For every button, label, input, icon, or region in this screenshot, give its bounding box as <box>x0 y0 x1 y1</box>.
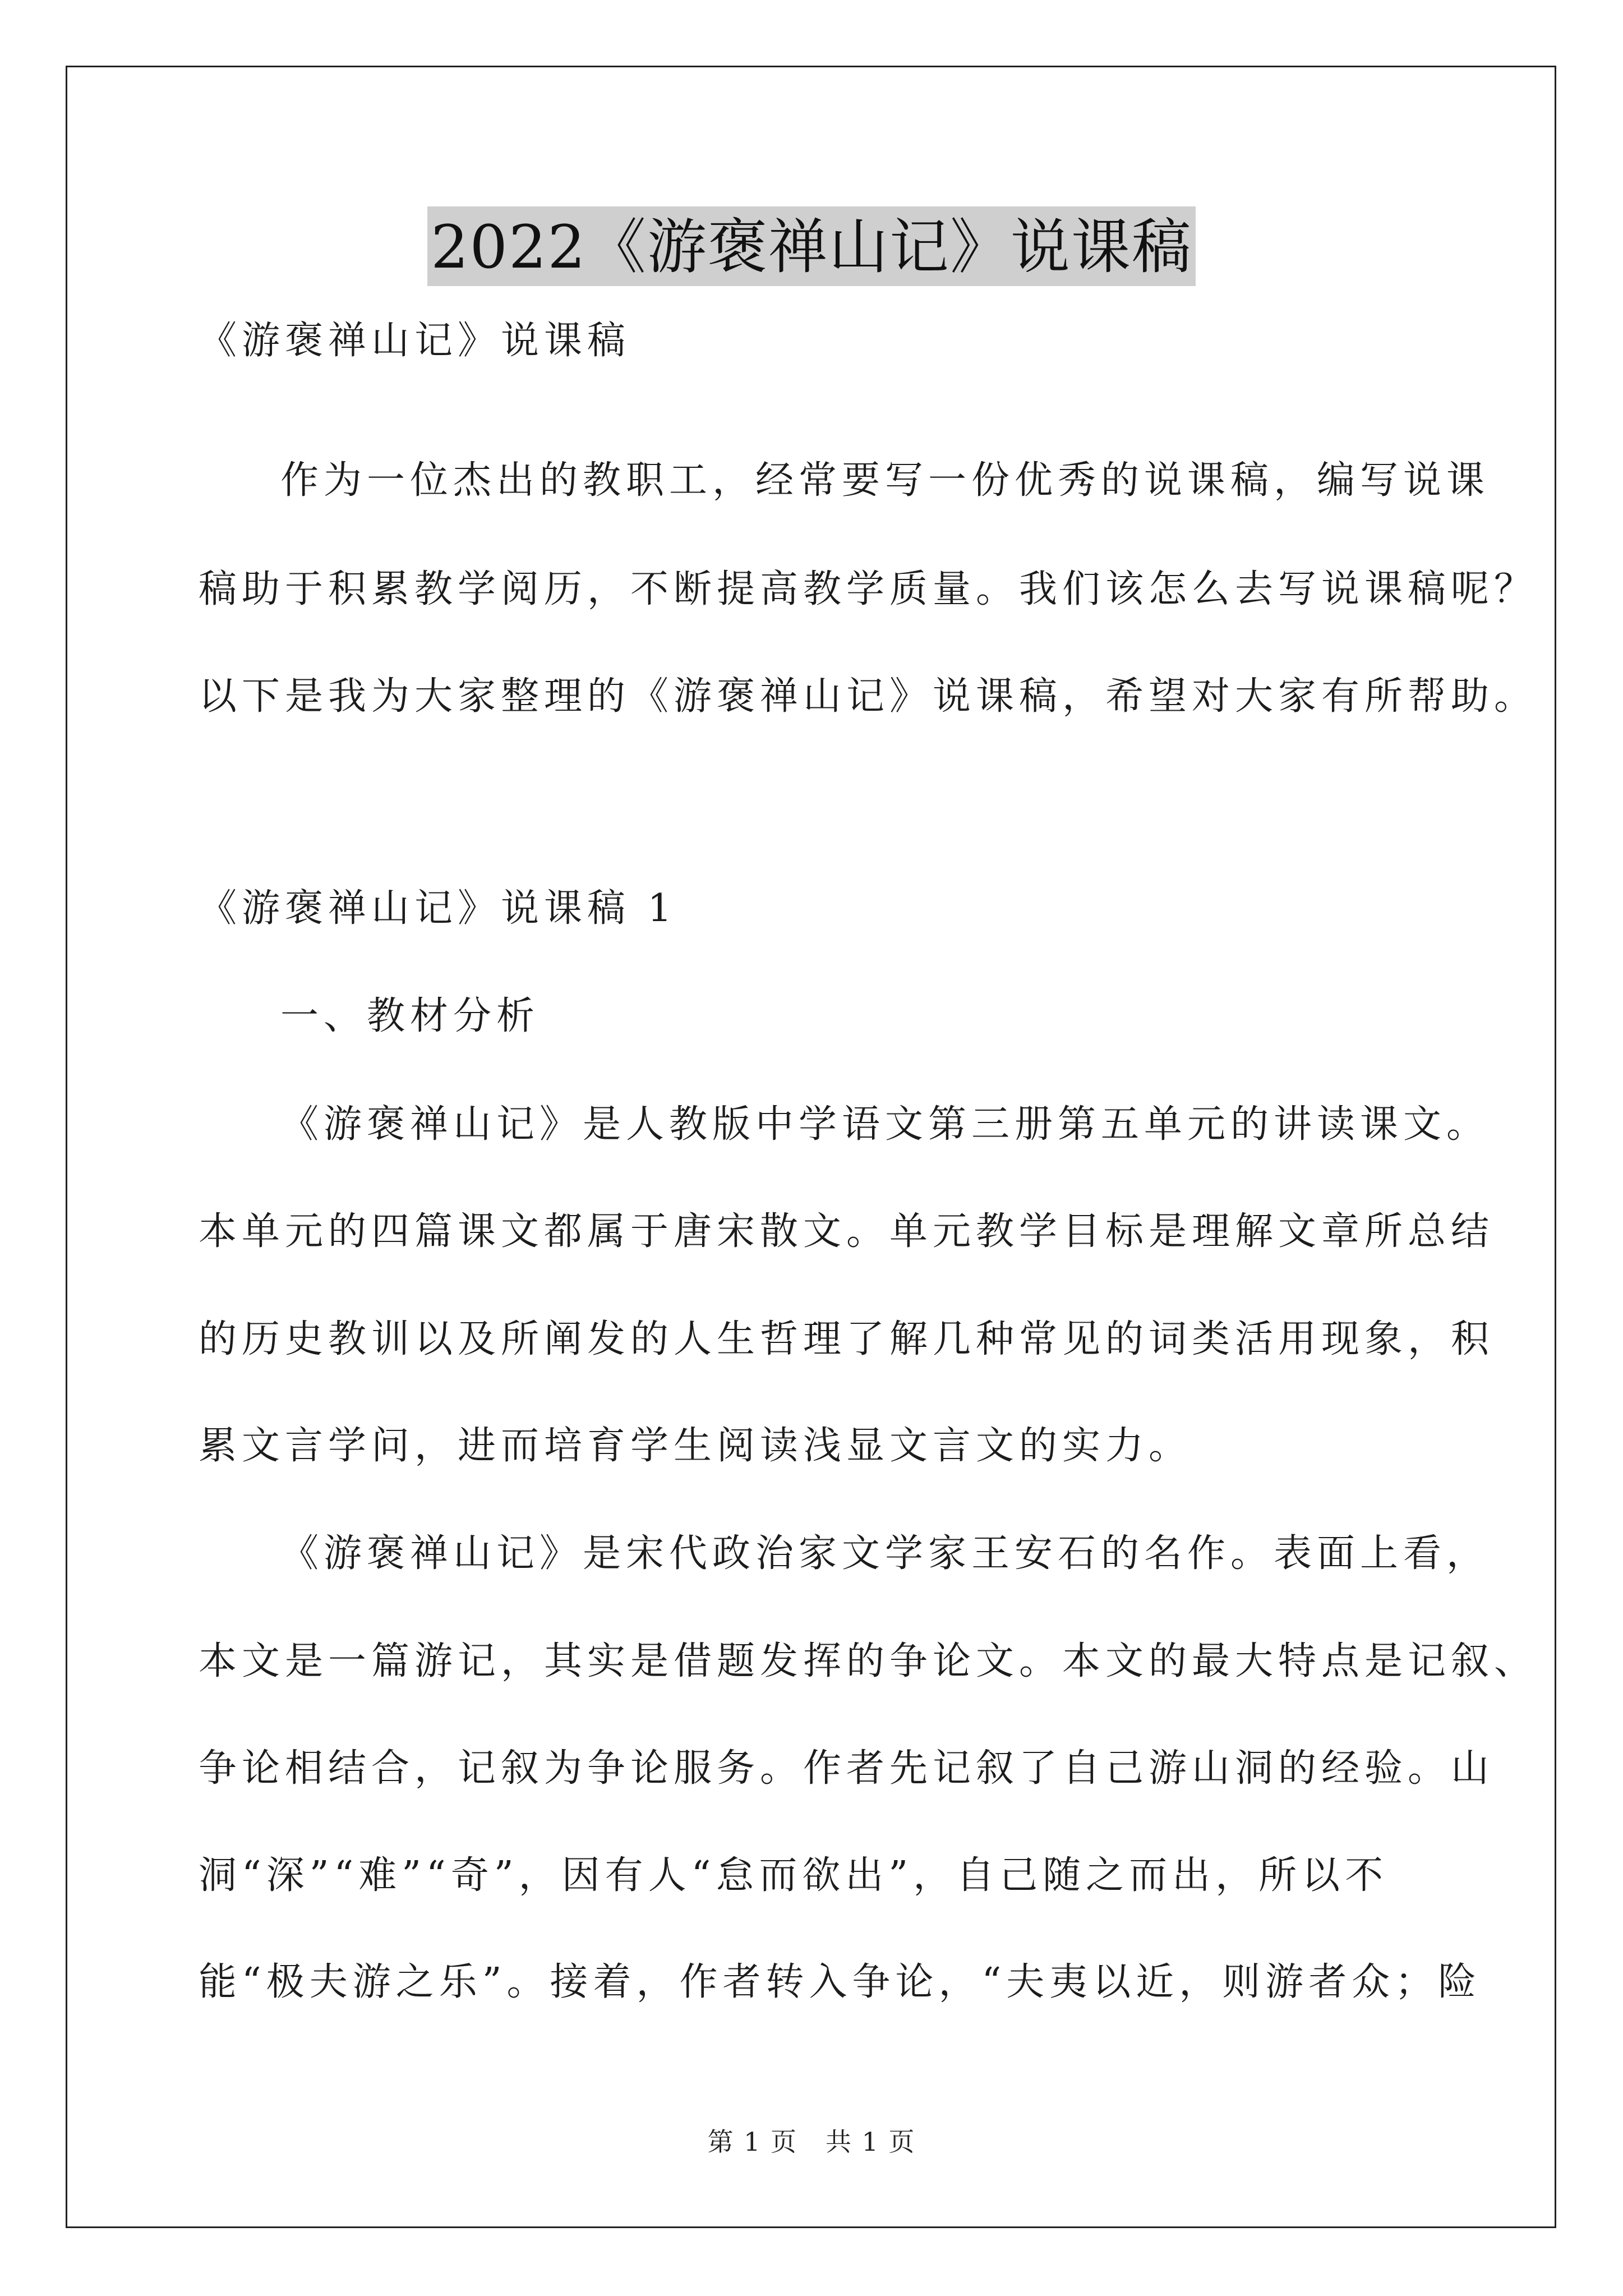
paragraph-line: 本文是一篇游记，其实是借题发挥的争论文。本文的最大特点是记叙、 <box>199 1639 1538 1683</box>
paragraph-line: 累文言学问，进而培育学生阅读浅显文言文的实力。 <box>199 1424 1192 1468</box>
subsection-heading: 一、教材分析 <box>280 994 540 1038</box>
title-container <box>0 206 1623 286</box>
paragraph-line: 的历史教训以及所阐发的人生哲理了解几种常见的词类活用现象，积 <box>199 1317 1495 1361</box>
page-footer <box>0 2126 1623 2157</box>
section-heading: 《游褒禅山记》说课稿 1 <box>199 886 677 931</box>
paragraph-line: 作为一位杰出的教职工，经常要写一份优秀的说课稿，编写说课 <box>280 458 1490 503</box>
intro-heading: 《游褒禅山记》说课稿 <box>199 319 631 363</box>
page-total: 共 1 页 <box>826 2127 916 2157</box>
paragraph-line: 《游褒禅山记》是宋代政治家文学家王安石的名作。表面上看， <box>280 1531 1490 1576</box>
paragraph-line: 本单元的四篇课文都属于唐宋散文。单元教学目标是理解文章所总结 <box>199 1209 1495 1254</box>
paragraph-line: 能“极夫游之乐”。接着，作者转入争论，“夫夷以近，则游者众；险 <box>199 1960 1482 2004</box>
paragraph-line: 以下是我为大家整理的《游褒禅山记》说课稿，希望对大家有所帮助。 <box>199 674 1538 719</box>
paragraph-line: 《游褒禅山记》是人教版中学语文第三册第五单元的讲读课文。 <box>280 1102 1490 1147</box>
paragraph-line: 争论相结合，记叙为争论服务。作者先记叙了自己游山洞的经验。山 <box>199 1746 1495 1791</box>
paragraph-line: 洞“深”“难”“奇”，因有人“怠而欲出”，自己随之而出，所以不 <box>199 1853 1389 1898</box>
document-title: 2022《游褒禅山记》说课稿 <box>427 206 1196 286</box>
paragraph-line: 稿助于积累教学阅历，不断提高教学质量。我们该怎么去写说课稿呢？ <box>199 567 1538 611</box>
page-number: 第 1 页 <box>707 2127 797 2157</box>
